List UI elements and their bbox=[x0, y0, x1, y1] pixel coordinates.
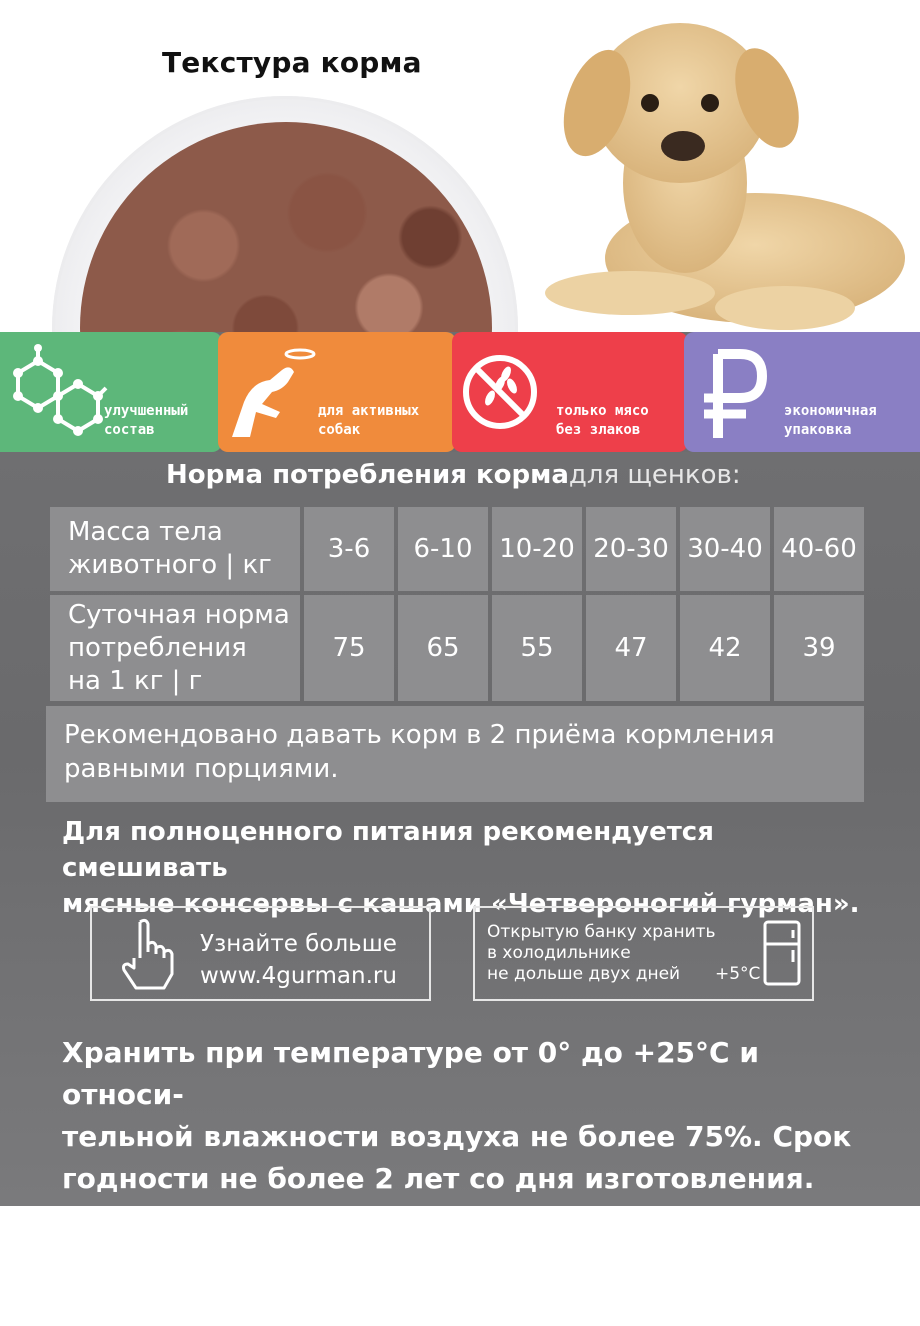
storage-line: изготовления и код изготовителя указаны на банке. bbox=[62, 1246, 802, 1321]
storage-line: Хранить при температуре от 0° до +25°С и относи- bbox=[62, 1036, 759, 1111]
table-cell: 40-60 bbox=[774, 507, 864, 591]
table-cell: 65 bbox=[398, 595, 488, 701]
recommendation-line: равными порциями. bbox=[64, 754, 339, 784]
storage-line: годности не более 2 лет со дня изготовления. Дата bbox=[62, 1162, 815, 1237]
fridge-note-box bbox=[473, 906, 814, 1001]
fridge-note-line: в холодильнике bbox=[487, 943, 631, 963]
header-line: Масса тела bbox=[68, 517, 223, 547]
table-cell: 6-10 bbox=[398, 507, 488, 591]
header-line: Суточная норма bbox=[68, 599, 290, 630]
texture-title: Текстура корма bbox=[162, 46, 422, 79]
fridge-note-line: Открытую банку хранить bbox=[487, 922, 716, 942]
molecule-icon bbox=[8, 346, 108, 441]
feature-line2: собак bbox=[318, 422, 361, 438]
row-header-daily-norm bbox=[50, 595, 300, 701]
table-cell: 3-6 bbox=[304, 507, 394, 591]
dog-frisbee-icon bbox=[222, 342, 322, 442]
norm-title-light: для щенков: bbox=[568, 460, 741, 490]
fridge-note-line: не дольше двух дней bbox=[487, 964, 681, 984]
storage-conditions bbox=[62, 1032, 882, 1326]
feature-active-dogs bbox=[218, 332, 456, 452]
table-cell: 47 bbox=[586, 595, 676, 701]
table-cell: 20-30 bbox=[586, 507, 676, 591]
table-cell: 55 bbox=[492, 595, 582, 701]
mixing-line: мясные консервы с кашами «Четвероногий гурман». bbox=[62, 889, 860, 919]
feature-line1: экономичная bbox=[784, 403, 877, 419]
feature-line1: только мясо bbox=[556, 403, 649, 419]
norm-title-bold: Норма потребления корма bbox=[166, 460, 569, 490]
table-cell: 42 bbox=[680, 595, 770, 701]
table-cell: 10-20 bbox=[492, 507, 582, 591]
no-grain-icon bbox=[460, 352, 540, 432]
puppy-image bbox=[535, 8, 915, 338]
mixing-line: Для полноценного питания рекомендуется смешивать bbox=[62, 817, 714, 883]
feature-line2: состав bbox=[104, 422, 155, 438]
recommendation-line: Рекомендовано давать корм в 2 приёма кормления bbox=[64, 720, 775, 750]
feature-meat-only bbox=[452, 332, 688, 452]
fridge-temperature: +5°C bbox=[715, 964, 761, 984]
table-cell: 30-40 bbox=[680, 507, 770, 591]
features-strip bbox=[0, 332, 920, 452]
hand-pointer-icon bbox=[118, 918, 180, 992]
learn-more-label: Узнайте больше bbox=[200, 931, 397, 957]
feature-line1: улучшенный bbox=[104, 403, 189, 419]
header-line: животного | кг bbox=[68, 550, 272, 580]
norm-title bbox=[166, 460, 741, 490]
table-row bbox=[50, 507, 864, 591]
header-line: на 1 кг | г bbox=[68, 665, 203, 696]
feature-improved-composition bbox=[0, 332, 222, 452]
website-link[interactable]: www.4gurman.ru bbox=[200, 963, 397, 989]
storage-line: тельной влажности воздуха не более 75%. Срок bbox=[62, 1120, 852, 1153]
header-line: потребления bbox=[68, 632, 247, 663]
row-header-weight bbox=[50, 507, 300, 591]
table-row bbox=[50, 595, 864, 701]
table-cell: 39 bbox=[774, 595, 864, 701]
feature-line1: для активных bbox=[318, 403, 420, 419]
fridge-icon bbox=[763, 920, 803, 988]
feature-economy-pack bbox=[684, 332, 920, 452]
table-cell: 75 bbox=[304, 595, 394, 701]
feeding-table bbox=[46, 503, 868, 705]
learn-more-box[interactable] bbox=[90, 906, 431, 1001]
recommendation-note bbox=[46, 706, 864, 802]
feature-line2: упаковка bbox=[784, 422, 852, 438]
feature-line2: без злаков bbox=[556, 422, 641, 438]
ruble-icon bbox=[700, 350, 770, 440]
